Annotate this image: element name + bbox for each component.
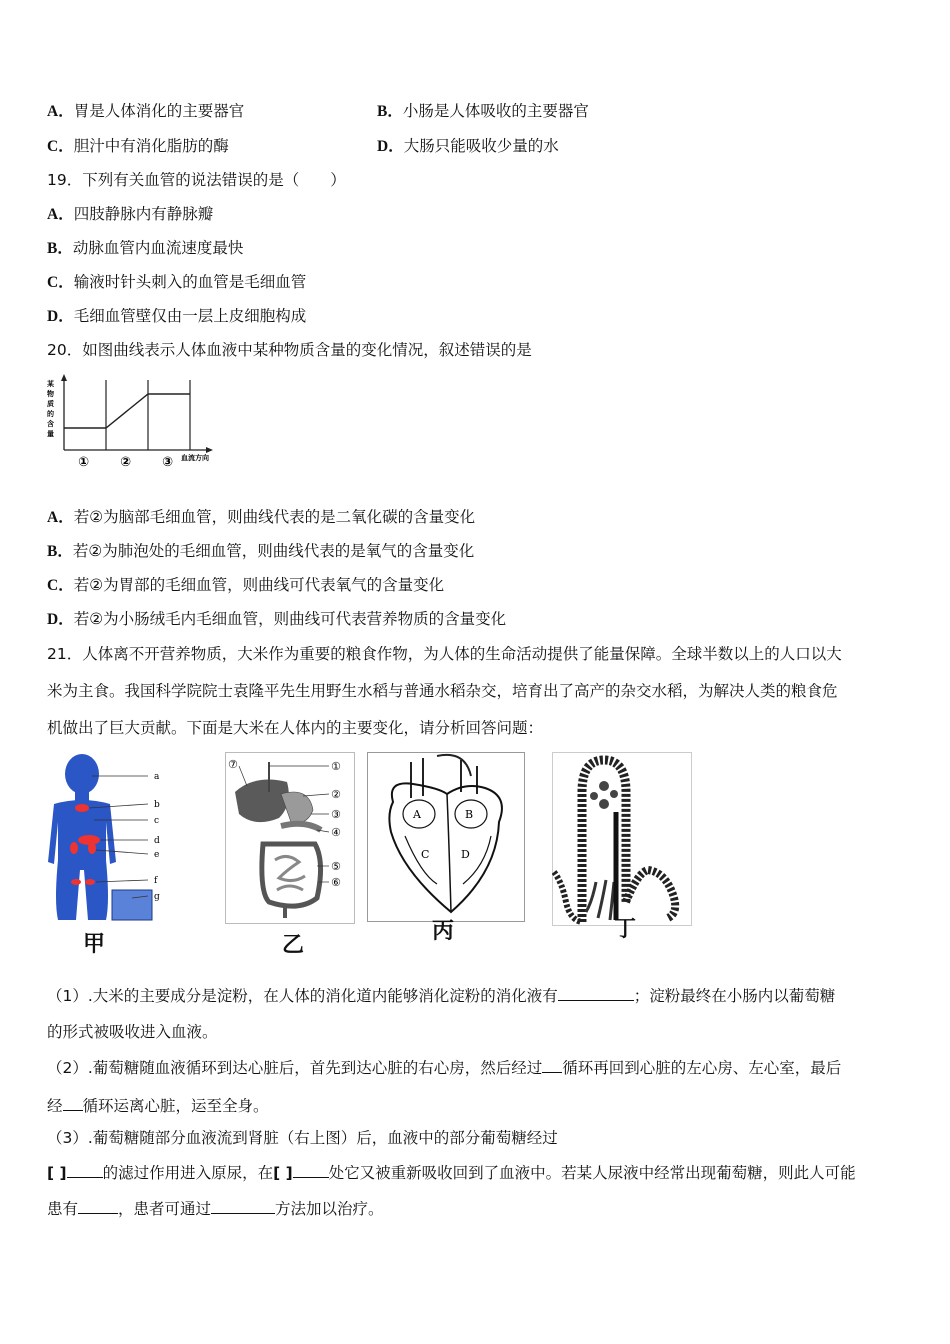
yi-mark-6: ⑥: [331, 876, 341, 889]
graph-seg-2: ②: [120, 455, 132, 470]
option-text: 输液时针头刺入的血管是毛细血管: [73, 273, 307, 291]
option-key: B．: [377, 103, 403, 120]
graph-y-arrow: [61, 374, 67, 381]
option-key: C．: [47, 274, 74, 291]
sub3-text-c2: ，患者可通过: [118, 1200, 212, 1218]
q18-option-c: [47, 135, 229, 158]
option-key: C．: [47, 138, 74, 155]
option-key: A．: [47, 103, 74, 120]
yi-mark-2: ②: [331, 788, 341, 801]
q21-sub1-line-1: [47, 984, 835, 1007]
bing-mark-c: C: [421, 848, 430, 861]
sub3-blank-1[interactable]: [67, 1161, 103, 1178]
jia-mark-g: g: [154, 892, 160, 902]
q19-option-b: [47, 237, 243, 260]
jia-mark-b: b: [154, 800, 160, 810]
q20-stem: 20．如图曲线表示人体血液中某种物质含量的变化情况，叙述错误的是: [47, 341, 532, 359]
sub2-blank-2[interactable]: [63, 1094, 83, 1111]
option-text: 四肢静脉内有静脉瓣: [73, 205, 214, 223]
q18-option-a: [47, 100, 244, 123]
graph-seg-3: ③: [162, 455, 174, 470]
figure-yi-digestive: [225, 752, 355, 924]
option-key: A．: [47, 206, 74, 223]
figure-yi-label: 乙: [282, 932, 305, 958]
sub3-bracket-1: [ ]: [47, 1164, 67, 1182]
graph-x-arrow: [206, 447, 213, 453]
option-text: 大肠只能吸收少量的水: [403, 137, 559, 155]
sub3-bracket-2: [ ]: [273, 1164, 293, 1182]
q21-sub3-line-3: [47, 1197, 384, 1220]
q20-option-c: [47, 574, 444, 597]
q21-stem-line-2: 米为主食。我国科学院院士袁隆平先生用野生水稻与普通水稻杂交，培育出了高产的杂交水稻，为解决人类的粮食危: [47, 682, 838, 700]
graph-ylabel-3: 质: [47, 400, 54, 408]
yi-mark-4: ④: [331, 826, 341, 839]
option-text: 胃是人体消化的主要器官: [73, 102, 245, 120]
q19-option-a: [47, 203, 213, 226]
q19-stem: 19．下列有关血管的说法错误的是（ ）: [47, 171, 346, 189]
sub3-blank-3[interactable]: [78, 1197, 118, 1214]
option-text: 小肠是人体吸收的主要器官: [402, 102, 589, 120]
yi-mark-1: ①: [331, 760, 341, 773]
q21-sub3-line-1: （3）.葡萄糖随部分血液流到肾脏（右上图）后，血液中的部分葡萄糖经过: [47, 1129, 558, 1147]
option-key: A．: [47, 509, 74, 526]
sub2-text-b: 循环再回到心脏的左心房、左心室，最后: [562, 1059, 842, 1077]
jia-mark-d: d: [154, 836, 160, 846]
sub3-blank-2[interactable]: [293, 1161, 329, 1178]
q20-option-a: [47, 506, 475, 529]
yi-mark-5: ⑤: [331, 860, 341, 873]
graph-ylabel-1: 某: [47, 380, 54, 388]
q18-option-d: [377, 135, 559, 158]
sub3-text-b4: 处它又被重新吸收回到了血液中。若某人尿液中经常出现葡萄糖，则此人可能: [328, 1164, 856, 1182]
jia-mark-c: c: [154, 816, 160, 826]
q18-option-b: [377, 100, 589, 123]
q19-option-d: [47, 305, 306, 328]
graph-xlabel: 血流方向: [181, 454, 209, 462]
option-key: B．: [47, 543, 73, 560]
jia-mark-a: a: [154, 772, 160, 782]
option-text: 动脉血管内血流速度最快: [72, 239, 244, 257]
graph-ylabel-5: 含: [47, 420, 54, 428]
jia-mark-e: e: [154, 850, 160, 860]
option-key: D．: [377, 138, 404, 155]
q21-sub1-line-2: 的形式被吸收进入血液。: [47, 1023, 218, 1041]
q20-option-b: [47, 540, 474, 563]
q20-graph: [44, 372, 224, 472]
sub2-text-c: 经: [47, 1097, 63, 1115]
q19-option-c: [47, 271, 306, 294]
q21-stem-line-3: 机做出了巨大贡献。下面是大米在人体内的主要变化，请分析回答问题：: [47, 719, 544, 737]
option-text: 若②为小肠绒毛内毛细血管，则曲线可代表营养物质的含量变化: [73, 610, 507, 628]
bing-mark-a: A: [413, 808, 421, 821]
option-key: C．: [47, 577, 74, 594]
graph-ylabel-4: 的: [47, 410, 54, 418]
q21-sub3-line-2: [47, 1161, 856, 1184]
sub3-blank-4[interactable]: [211, 1197, 275, 1214]
sub1-blank-1[interactable]: [558, 984, 634, 1001]
jia-mark-f: f: [154, 876, 158, 886]
bing-mark-b: B: [465, 808, 474, 821]
graph-ylabel-6: 量: [47, 430, 54, 438]
option-text: 胆汁中有消化脂肪的酶: [73, 137, 229, 155]
graph-ylabel-2: 物: [47, 390, 54, 398]
figure-bing-label: 丙: [432, 918, 455, 944]
sub2-text-d: 循环运离心脏，运至全身。: [82, 1097, 269, 1115]
sub3-text-c3: 方法加以治疗。: [275, 1200, 384, 1218]
figure-jia-label: 甲: [83, 931, 106, 957]
sub3-text-b2: 的滤过作用进入原尿，在: [102, 1164, 274, 1182]
figure-jia-body: [44, 752, 174, 922]
sub1-text-a: （1）.大米的主要成分是淀粉，在人体的消化道内能够消化淀粉的消化液有: [47, 987, 558, 1005]
figure-ding-label: 丁: [614, 916, 637, 942]
graph-seg-1: ①: [78, 455, 90, 470]
q21-sub2-line-2: [47, 1094, 269, 1117]
sub2-blank-1[interactable]: [542, 1056, 562, 1073]
figure-ding-villus: [552, 752, 692, 926]
sub2-text-a: （2）.葡萄糖随血液循环到达心脏后，首先到达心脏的右心房，然后经过: [47, 1059, 543, 1077]
sub3-text-c1: 患有: [47, 1200, 79, 1218]
option-key: D．: [47, 308, 74, 325]
option-text: 若②为胃部的毛细血管，则曲线可代表氧气的含量变化: [73, 576, 445, 594]
bing-mark-d: D: [461, 848, 470, 861]
yi-mark-7: ⑦: [228, 758, 238, 771]
yi-mark-3: ③: [331, 808, 341, 821]
option-key: B．: [47, 240, 73, 257]
option-text: 若②为脑部毛细血管，则曲线代表的是二氧化碳的含量变化: [73, 508, 476, 526]
q20-option-d: [47, 608, 506, 631]
option-key: D．: [47, 611, 74, 628]
q21-stem-line-1: 21．人体离不开营养物质，大米作为重要的粮食作物，为人体的生命活动提供了能量保障。全球半数以上的人口以大: [47, 645, 842, 663]
option-text: 若②为肺泡处的毛细血管，则曲线代表的是氧气的含量变化: [72, 542, 475, 560]
graph-curve: [64, 394, 190, 428]
figure-bing-heart: [367, 752, 525, 922]
sub1-text-b: ；淀粉最终在小肠内以葡萄糖: [633, 987, 836, 1005]
option-text: 毛细血管壁仅由一层上皮细胞构成: [73, 307, 307, 325]
q21-sub2-line-1: [47, 1056, 841, 1079]
